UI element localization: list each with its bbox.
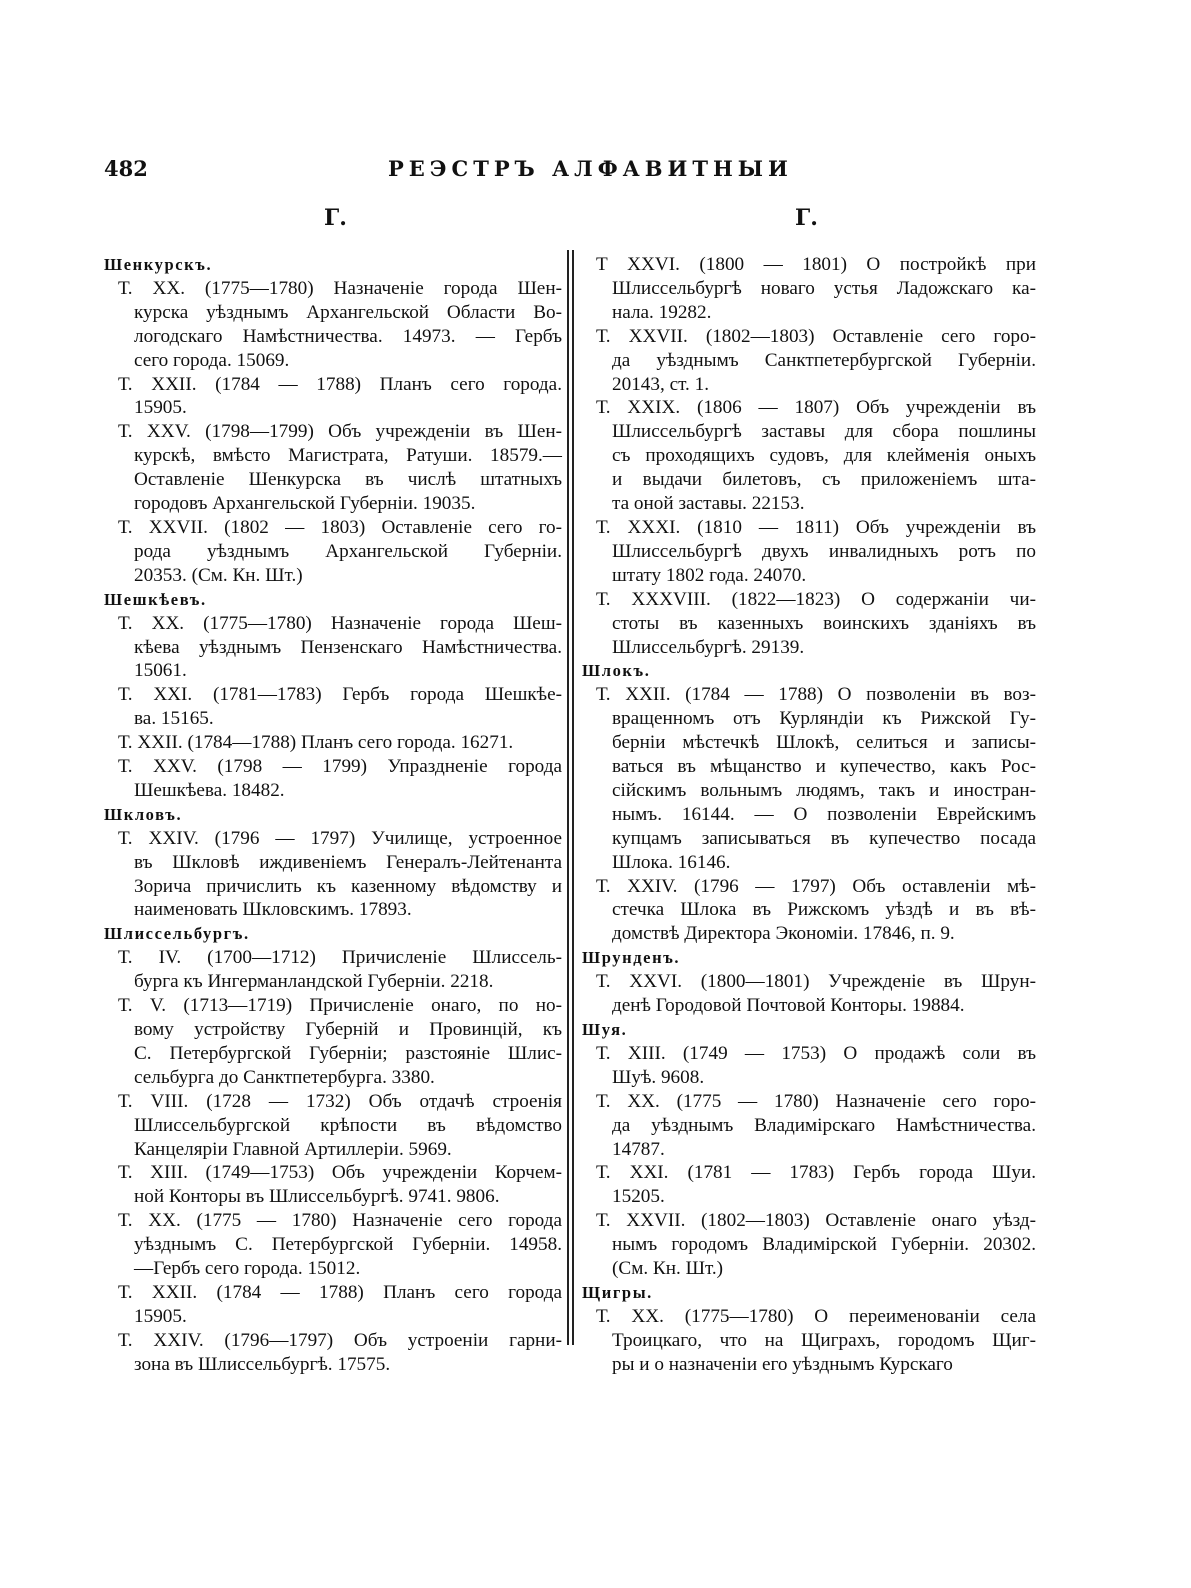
section-heading: Шенкурскъ. bbox=[104, 255, 213, 274]
entry-line: Т. XXIX. (1806 — 1807) Объ учрежденіи въ bbox=[596, 397, 1036, 419]
entry-line: кѣева уѣзднымъ Пензенскаго Намѣстничества. bbox=[134, 636, 562, 658]
entry-line: наименовать Шкловскимъ. 17893. bbox=[134, 899, 412, 921]
entry-line: сійскимъ вольнымъ людямъ, такъ и иностран- bbox=[612, 779, 1036, 801]
index-entry bbox=[582, 875, 1036, 947]
section-heading: Шкловъ. bbox=[104, 804, 183, 824]
index-entry bbox=[104, 1090, 562, 1162]
index-entry bbox=[104, 277, 562, 373]
index-entry bbox=[582, 1305, 1036, 1377]
entry-line: стечка Шлока въ Рижскомъ уѣздѣ и въ вѣ- bbox=[612, 899, 1036, 921]
entry-line: Т. VIII. (1728 — 1732) Объ отдачѣ строенія bbox=[118, 1090, 562, 1112]
entry-line: ной Конторы въ Шлиссельбургѣ. 9741. 9806. bbox=[134, 1186, 500, 1208]
entry-line: стоты въ казенныхъ воинскихъ зданіяхъ въ bbox=[612, 612, 1036, 634]
entry-line: 15905. bbox=[134, 397, 187, 419]
column-divider bbox=[572, 250, 574, 1345]
entry-line: Оставленіе Шенкурска въ числѣ штатныхъ bbox=[134, 469, 562, 491]
entry-line: Т. XXVII. (1802—1803) Оставленіе онаго уѣзд- bbox=[596, 1210, 1036, 1232]
entry-line: Т. XXXVIII. (1822—1823) О содержаніи чи- bbox=[596, 588, 1036, 610]
entry-line: съ проходящихъ судовъ, для клейменія оныхъ bbox=[612, 445, 1036, 467]
entry-line: Т. XXII. (1784 — 1788) Планъ сего города. bbox=[118, 373, 562, 395]
index-entry bbox=[104, 1329, 562, 1377]
index-entry bbox=[104, 683, 562, 731]
index-entry bbox=[104, 827, 562, 923]
entry-line: купцамъ записываться въ купечество посада bbox=[612, 827, 1036, 849]
entry-line: 15061. bbox=[134, 660, 187, 682]
entry-line: да уѣзднымъ Владимірскаго Намѣстничества. bbox=[612, 1114, 1036, 1136]
entry-line: Т. XXIV. (1796 — 1797) Училище, устроенное bbox=[118, 827, 562, 849]
entry-line: нымъ. 16144. — О позволеніи Еврейскимъ bbox=[612, 803, 1036, 825]
entry-line: Т. XXIV. (1796—1797) Объ устроеніи гарни- bbox=[118, 1329, 562, 1351]
entry-line: бурга къ Ингерманландской Губерніи. 2218. bbox=[134, 971, 494, 993]
entry-line: 14787. bbox=[612, 1138, 665, 1160]
section-heading: Щигры. bbox=[582, 1282, 653, 1302]
entry-line: Т. XXV. (1798 — 1799) Упраздненіе города bbox=[118, 756, 562, 778]
entry-line: Шлиссельбургѣ новаго устья Ладожскаго ка- bbox=[612, 277, 1036, 299]
entry-line: нала. 19282. bbox=[612, 301, 712, 323]
section-heading: Шрунденъ. bbox=[582, 948, 681, 968]
entry-line: Т. XXV. (1798—1799) Объ учрежденіи въ Шен- bbox=[118, 421, 562, 443]
entry-line: Шлиссельбургѣ двухъ инвалидныхъ ротъ по bbox=[612, 540, 1036, 562]
entry-line: сельбурга до Санктпетербурга. 3380. bbox=[134, 1066, 435, 1088]
entry-line: Т. XXVII. (1802 — 1803) Оставленіе сего го- bbox=[118, 516, 562, 538]
index-entry bbox=[104, 1281, 562, 1329]
entry-line: Т. XXIV. (1796 — 1797) Объ оставленіи мѣ- bbox=[596, 875, 1036, 897]
entry-line: да уѣзднымъ Санктпетербургской Губерніи. bbox=[612, 349, 1036, 371]
left-column-letter: Г. bbox=[324, 205, 347, 231]
entry-line: курска уѣзднымъ Архангельской Области Во- bbox=[134, 301, 562, 323]
index-entry bbox=[582, 683, 1036, 874]
index-entry bbox=[104, 946, 562, 994]
index-entry bbox=[582, 396, 1036, 516]
index-entry bbox=[104, 1161, 562, 1209]
entry-line: 20143, ст. 1. bbox=[612, 373, 710, 395]
entry-line: рода уѣзднымъ Архангельской Губерніи. bbox=[134, 540, 562, 562]
index-entry bbox=[582, 970, 1036, 1018]
entry-line: домствѣ Директора Экономіи. 17846, п. 9. bbox=[612, 923, 955, 945]
index-entry bbox=[104, 516, 562, 588]
entry-line: (См. Кн. Шт.) bbox=[612, 1258, 724, 1280]
entry-line: нымъ городомъ Владимірской Губерніи. 20302. bbox=[612, 1234, 1036, 1256]
entry-line: Т. XXII. (1784—1788) Планъ сего города. 16271. bbox=[118, 732, 514, 754]
entry-line: Т. XXXI. (1810 — 1811) Объ учрежденіи въ bbox=[596, 516, 1036, 538]
entry-line: и выдачи билетовъ, съ приложеніемъ шта- bbox=[612, 469, 1036, 491]
index-entry bbox=[582, 588, 1036, 660]
running-title: РЕЭСТРЪ АЛФАВИТНЫИ bbox=[388, 156, 793, 181]
entry-line: Т. XXVII. (1802—1803) Оставленіе сего горо- bbox=[596, 325, 1036, 347]
entry-line: та оной заставы. 22153. bbox=[612, 493, 805, 515]
entry-line: 20353. (См. Кн. Шт.) bbox=[134, 564, 303, 586]
entry-line: Т. XX. (1775—1780) О переименованіи села bbox=[596, 1305, 1036, 1327]
section-heading: Шешкѣевъ. bbox=[104, 589, 207, 609]
entry-line: Т. XXVI. (1800—1801) Учрежденіе въ Шрун- bbox=[596, 971, 1036, 993]
entry-line: вому устройству Губерній и Провинцій, къ bbox=[134, 1019, 562, 1040]
entry-line: Т. XX. (1775 — 1780) Назначеніе сего горо- bbox=[596, 1090, 1036, 1112]
entry-line: уѣзднымъ С. Петербургской Губерніи. 14958. bbox=[134, 1234, 562, 1256]
index-entry bbox=[582, 516, 1036, 588]
entry-line: денѣ Городовой Почтовой Конторы. 19884. bbox=[612, 995, 965, 1017]
entry-line: ры и о назначеніи его уѣзднымъ Курскаго bbox=[612, 1353, 953, 1375]
left-column bbox=[104, 253, 562, 1377]
entry-line: зона въ Шлиссельбургѣ. 17575. bbox=[134, 1353, 391, 1375]
index-entry bbox=[582, 253, 1036, 325]
entry-line: —Гербъ сего города. 15012. bbox=[134, 1258, 361, 1280]
entry-line: Т. XX. (1775—1780) Назначеніе города Шен- bbox=[118, 277, 562, 299]
index-entry bbox=[582, 1090, 1036, 1162]
entry-line: Т. V. (1713—1719) Причисленіе онаго, по но- bbox=[118, 995, 562, 1017]
entry-line: ваться въ мѣщанство и купечество, какъ Рос- bbox=[612, 756, 1036, 778]
index-entry bbox=[104, 1209, 562, 1281]
index-entry bbox=[582, 325, 1036, 397]
column-divider bbox=[567, 250, 569, 1345]
section-heading: Шлокъ. bbox=[582, 661, 651, 681]
index-entry bbox=[104, 420, 562, 516]
index-entry bbox=[104, 373, 562, 421]
entry-line: Т. XXI. (1781 — 1783) Гербъ города Шуи. bbox=[596, 1162, 1036, 1184]
entry-line: сего города. 15069. bbox=[134, 349, 290, 371]
entry-line: Т XXVI. (1800 — 1801) О постройкѣ при bbox=[596, 254, 1036, 275]
section-heading: Шлиссельбургъ. bbox=[104, 924, 250, 944]
section-heading: Шуя. bbox=[582, 1020, 628, 1039]
entry-line: курскѣ, вмѣсто Магистрата, Ратуши. 18579.— bbox=[134, 445, 562, 467]
entry-line: Шлиссельбургѣ. 29139. bbox=[612, 636, 805, 658]
entry-line: ва. 15165. bbox=[134, 708, 214, 730]
entry-line: Шлиссельбургѣ заставы для сбора пошлины bbox=[612, 421, 1036, 443]
entry-line: Шлиссельбургской крѣпости въ вѣдомство bbox=[134, 1114, 562, 1136]
entry-line: берніи мѣстечкѣ Шлокѣ, селиться и записы- bbox=[612, 732, 1036, 754]
index-entry bbox=[582, 1042, 1036, 1090]
entry-line: Т. XIII. (1749 — 1753) О продажѣ соли въ bbox=[596, 1042, 1036, 1064]
entry-line: Т. XX. (1775 — 1780) Назначеніе сего города bbox=[118, 1210, 562, 1232]
index-entry bbox=[104, 755, 562, 803]
entry-line: логодскаго Намѣстничества. 14973. — Гербъ bbox=[134, 325, 562, 347]
page-number: 482 bbox=[104, 156, 148, 181]
entry-line: городовъ Архангельской Губерніи. 19035. bbox=[134, 493, 476, 515]
entry-line: Т. XXII. (1784 — 1788) О позволеніи въ воз- bbox=[596, 684, 1036, 706]
right-column-letter: Г. bbox=[795, 205, 818, 231]
entry-line: 15905. bbox=[134, 1305, 187, 1327]
entry-line: Шлока. 16146. bbox=[612, 851, 731, 873]
entry-line: Т. XXI. (1781—1783) Гербъ города Шешкѣе- bbox=[118, 684, 562, 706]
index-entry bbox=[582, 1161, 1036, 1209]
entry-line: 15205. bbox=[612, 1186, 665, 1208]
entry-line: Шуѣ. 9608. bbox=[612, 1066, 705, 1088]
entry-line: Т. XIII. (1749—1753) Объ учрежденіи Корчем- bbox=[118, 1162, 562, 1184]
index-entry bbox=[582, 1209, 1036, 1281]
entry-line: Шешкѣева. 18482. bbox=[134, 779, 285, 801]
entry-line: вращенномъ отъ Курляндіи къ Рижской Гу- bbox=[612, 708, 1036, 730]
entry-line: Троицкаго, что на Щиграхъ, городомъ Щиг- bbox=[612, 1329, 1036, 1351]
entry-line: Т. XX. (1775—1780) Назначеніе города Шеш- bbox=[118, 612, 562, 634]
entry-line: Т. XXII. (1784 — 1788) Планъ сего города bbox=[118, 1281, 562, 1303]
entry-line: въ Шкловѣ иждивеніемъ Генералъ-Лейтенанта bbox=[134, 851, 562, 873]
entry-line: С. Петербургской Губерніи; разстояніе Шлис- bbox=[134, 1042, 562, 1064]
entry-line: Т. IV. (1700—1712) Причисленіе Шлиссель- bbox=[118, 947, 562, 969]
index-entry bbox=[104, 994, 562, 1090]
entry-line: Канцеляріи Главной Артиллеріи. 5969. bbox=[134, 1138, 452, 1160]
index-entry bbox=[104, 731, 562, 755]
entry-line: Зорича причислить къ казенному вѣдомству и bbox=[134, 875, 562, 897]
index-entry bbox=[104, 612, 562, 684]
right-column bbox=[582, 253, 1036, 1377]
entry-line: штату 1802 года. 24070. bbox=[612, 564, 807, 586]
